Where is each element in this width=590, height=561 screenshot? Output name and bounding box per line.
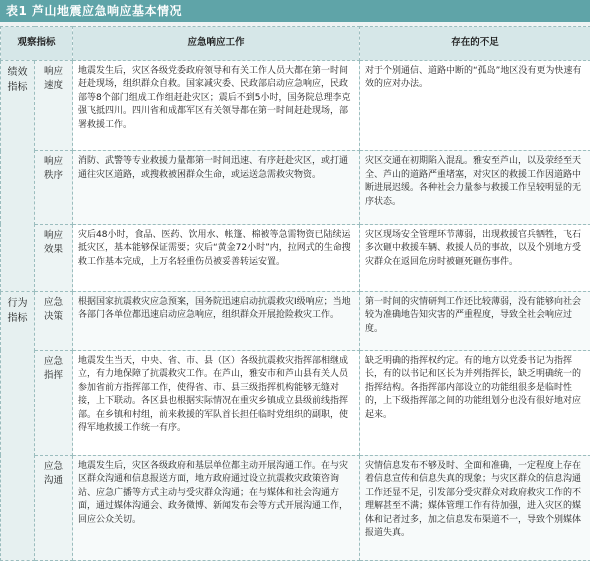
table-row — [1, 455, 590, 560]
table-row — [1, 224, 590, 291]
category-behavior: 行为指标 — [1, 291, 35, 560]
work-cell: 根据国家抗震救灾应急预案，国务院迅速启动抗震救灾Ⅰ级响应；当地各部门各单位都迅速启动应急响应，组织群众开展抢险救灾工作。 — [73, 291, 360, 350]
category-performance: 绩效指标 — [1, 60, 35, 291]
work-cell: 地震发生当天，中央、省、市、县（区）各级抗震救灾指挥部相继成立，有力地保障了抗震救灾工作。在芦山，雅安市和芦山县有关人员参加省前方指挥部工作，使得省、市、县三级指挥机构能够无缝对接，上下联动。各区县也根据实际情况在重灾乡镇成立县级前线指挥部。在乡镇和村组，前来救援的军队首长担任临时党组织的副职，使得军地救援工作统一有序。 — [73, 350, 360, 455]
work-cell: 地震发生后，灾区各级政府和基层单位都主动开展沟通工作。在与灾区群众沟通和信息报送方面，地方政府通过设立抗震救灾政策咨询站、应急广播等方式主动与受灾群众沟通；在与媒体和社会沟通方面，通过媒体沟通会、政务微博、新闻发布会等方式开展沟通工作，回应公众关切。 — [73, 455, 360, 560]
table-row — [1, 60, 590, 150]
sub-indicator: 响应速度 — [35, 60, 73, 150]
problems-cell: 灾区交通在初期陷入混乱。雅安至芦山，以及荥经至天全、芦山的道路严重堵塞，对灾区的救援工作因道路中断进展迟缓。各种社会力量参与救援工作呈较明显的无序状态。 — [360, 151, 590, 225]
response-table — [0, 26, 590, 561]
problems-cell: 第一时间的灾情研判工作还比较薄弱，没有能够向社会较为准确地告知灾害的严重程度，导致全社会响应过度。 — [360, 291, 590, 350]
header-row — [1, 27, 590, 61]
sub-indicator: 应急指挥 — [35, 350, 73, 455]
work-cell: 地震发生后，灾区各级党委政府领导和有关工作人员大都在第一时间赶赴现场，组织群众自救。国家减灾委、民政部启动应急响应，民政部等8个部门组成工作组赶赴灾区；震后不到5小时，国务院总理李克强飞抵四川。四川省和成都军区有关领导都在第一时间赶赴现场，部署救援工作。 — [73, 60, 360, 150]
problems-cell: 缺乏明确的指挥权约定。有的地方以党委书记为指挥长，有的以书记和区长为并列指挥长，缺乏明确统一的指挥结构。各指挥部内部设立的功能组很多是临时性的，上下级指挥部之间的功能组划分也没有很好地对应起来。 — [360, 350, 590, 455]
sub-indicator: 应急沟通 — [35, 455, 73, 560]
sub-indicator: 响应秩序 — [35, 151, 73, 225]
table-row — [1, 151, 590, 225]
problems-cell: 对于个别通信、道路中断的“孤岛”地区没有更为快速有效的应对办法。 — [360, 60, 590, 150]
problems-cell: 灾情信息发布不够及时、全面和准确，一定程度上存在着信息宣传和信息失真的现象；与灾区群众的信息沟通工作还显不足，引发部分受灾群众对政府救灾工作的不理解甚至不满；媒体管理工作有待加强，进入灾区的媒体和记者过多，加之信息发布渠道不一，导致个别媒体报道失真。 — [360, 455, 590, 560]
sub-indicator: 响应效果 — [35, 224, 73, 291]
problems-cell: 灾区现场安全管理环节薄弱，出现救援官兵牺牲，飞石多次砸中救援车辆、救援人员的事故，以及个别地方受灾群众在返回危房时被砸死砸伤事件。 — [360, 224, 590, 291]
sub-indicator: 应急决策 — [35, 291, 73, 350]
work-cell: 灾后48小时，食品、医药、饮用水、帐篷、棉被等急需物资已陆续运抵灾区，基本能够保证需要；灾后“黄金72小时”内，拉网式的生命搜救工作基本完成，上万名轻重伤员被妥善转运安置。 — [73, 224, 360, 291]
table-row — [1, 291, 590, 350]
header-indicator: 观察指标 — [1, 27, 73, 61]
table-row — [1, 350, 590, 455]
work-cell: 消防、武警等专业救援力量都第一时间迅速、有序赶赴灾区，或打通通往灾区道路，或搜救被困群众生命，或运送急需救灾物资。 — [73, 151, 360, 225]
table-title: 表1 芦山地震应急响应基本情况 — [0, 0, 590, 22]
header-problems: 存在的不足 — [360, 27, 590, 61]
header-work: 应急响应工作 — [73, 27, 360, 61]
